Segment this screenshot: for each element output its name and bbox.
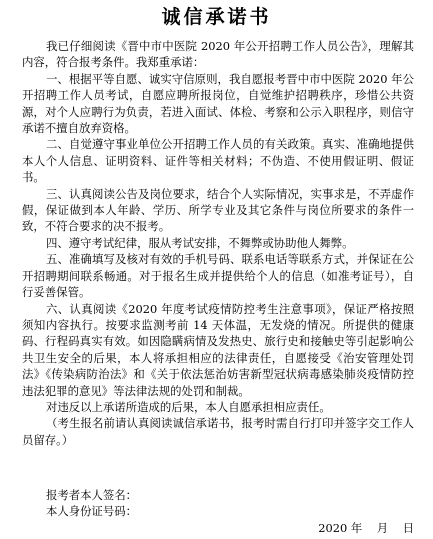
id-number-label: 本人身份证号码：	[45, 504, 138, 519]
letter-body	[22, 38, 414, 448]
commitment-item-4: 四、遵守考试纪律，服从考试安排，不舞弊或协助他人舞弊。	[45, 235, 354, 250]
commitment-item-6: 六、认真阅读《2020 年度考试疫情防控考生注意事项》，保证严格按照须知内容执行。按要求监测考前 14 天体温，无发烧的情况。所提供的健康码、行程码真实有效。如因隐瞒病情及发热史、旅行史和接触史等引起影响公共卫生安全的后果，本人将承担相应的法律责任，自愿接受《治安管理处罚法》《传染病防治法》和《关于依法惩治妨害新型冠状病毒感染肺炎疫情防控违法犯罪的意见》等法律法规的处罚和制裁。	[22, 301, 414, 398]
signature-name-label: 报考者本人签名：	[45, 488, 138, 502]
commitment-item-1: 一、根据平等自愿、诚实守信原则，我自愿报考晋中市中医院 2020 年公开招聘工作人员考试，自愿应聘所报岗位，自觉维护招聘秩序，珍惜公共资源，对个人应聘行为负责，若进入面试、体检、考察和公示入职程序，则信守承诺不擅自放弃资格。	[22, 71, 414, 136]
commitment-item-2: 二、自觉遵守事业单位公开招聘工作人员的有关政策。真实、准确地提供本人个人信息、证明资料、证件等相关材料；不伪造、不使用假证明、假证书。	[22, 137, 414, 185]
commitment-item-3: 三、认真阅读公告及岗位要求，结合个人实际情况，实事求是，不弄虚作假，保证做到本人年龄、学历、所学专业及其它条件与岗位所要求的条件一致，不符合要求的决不报考。	[22, 186, 414, 234]
page-title: 诚信承诺书	[161, 6, 272, 28]
signature-block	[22, 487, 414, 520]
printing-note: （考生报名前请认真阅读诚信承诺书，报考时需自行打印并签字交工作人员留存。）	[22, 416, 414, 447]
liability-statement: 对违反以上承诺所造成的后果，本人自愿承担相应责任。	[45, 399, 331, 414]
intro-paragraph: 我已仔细阅读《晋中市中医院 2020 年公开招聘工作人员公告》，理解其内容，符合报考条件。我郑重承诺：	[22, 39, 414, 70]
signature-date: 2020 年 月 日	[318, 521, 414, 535]
commitment-item-5: 五、准确填写及核对有效的手机号码、联系电话等联系方式，并保证在公开招聘期间联系畅通。对于报名生成并提供给个人的信息（如准考证号），自行妥善保管。	[22, 252, 414, 300]
